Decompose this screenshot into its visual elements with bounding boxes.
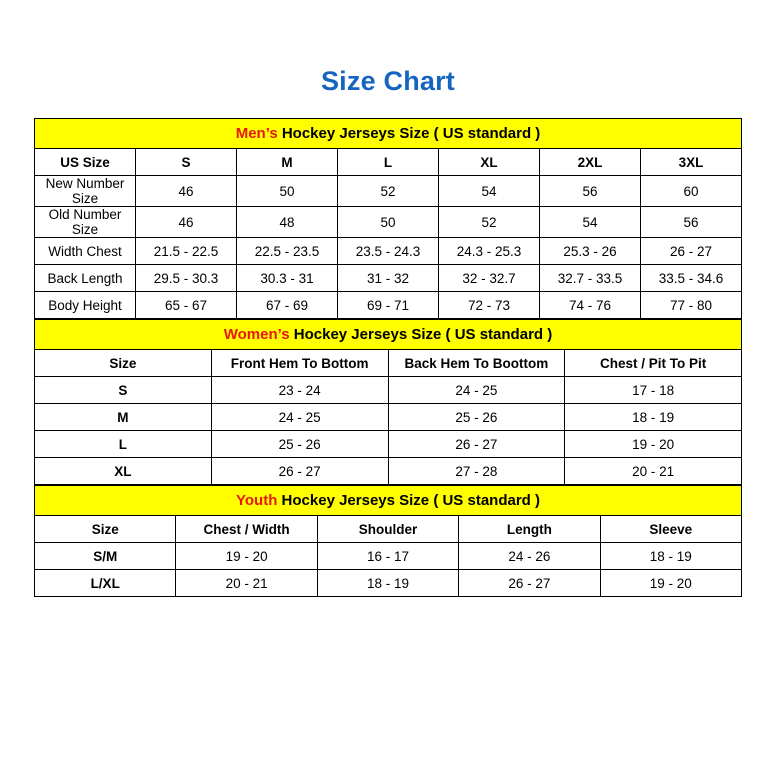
womens-col-2: Back Hem To Boottom (388, 350, 565, 377)
mens-r3-c5: 32.7 - 33.5 (540, 265, 641, 292)
womens-r3-c1: 26 - 27 (211, 458, 388, 485)
mens-r1-c1: 46 (136, 207, 237, 238)
youth-r0-c4: 18 - 19 (600, 543, 741, 570)
mens-r4-c1: 65 - 67 (136, 292, 237, 319)
mens-col-5: 2XL (540, 149, 641, 176)
youth-r0-c1: 19 - 20 (176, 543, 317, 570)
youth-r0-c2: 16 - 17 (317, 543, 458, 570)
mens-r3-c4: 32 - 32.7 (439, 265, 540, 292)
mens-r4-c0: Body Height (35, 292, 136, 319)
table-row (35, 458, 742, 485)
table-row (35, 207, 742, 238)
womens-r0-c2: 24 - 25 (388, 377, 565, 404)
page-title: Size Chart (320, 66, 456, 96)
womens-r0-c1: 23 - 24 (211, 377, 388, 404)
table-banner-row (35, 119, 742, 149)
mens-r2-c6: 26 - 27 (641, 238, 742, 265)
table-row (35, 292, 742, 319)
womens-r1-c1: 24 - 25 (211, 404, 388, 431)
mens-r4-c4: 72 - 73 (439, 292, 540, 319)
mens-banner (35, 119, 742, 149)
youth-col-0: Size (35, 516, 176, 543)
mens-r3-c2: 30.3 - 31 (237, 265, 338, 292)
youth-col-2: Shoulder (317, 516, 458, 543)
womens-col-3: Chest / Pit To Pit (565, 350, 742, 377)
youth-col-3: Length (459, 516, 600, 543)
table-row (35, 265, 742, 292)
womens-banner-accent: Women’s (223, 326, 290, 343)
mens-r3-c1: 29.5 - 30.3 (136, 265, 237, 292)
mens-banner-accent: Men’s (235, 125, 278, 142)
size-tables-container (34, 118, 742, 597)
mens-r4-c6: 77 - 80 (641, 292, 742, 319)
mens-r0-c1: 46 (136, 176, 237, 207)
womens-r2-c0: L (35, 431, 212, 458)
womens-r3-c0: XL (35, 458, 212, 485)
mens-col-3: L (338, 149, 439, 176)
table-row (35, 570, 742, 597)
youth-r1-c3: 26 - 27 (459, 570, 600, 597)
mens-col-6: 3XL (641, 149, 742, 176)
table-row (35, 238, 742, 265)
mens-r2-c0: Width Chest (35, 238, 136, 265)
youth-r1-c0: L/XL (35, 570, 176, 597)
mens-r0-c3: 52 (338, 176, 439, 207)
mens-r1-c2: 48 (237, 207, 338, 238)
womens-col-1: Front Hem To Bottom (211, 350, 388, 377)
table-row (35, 431, 742, 458)
womens-r2-c1: 25 - 26 (211, 431, 388, 458)
womens-banner-rest: Hockey Jerseys Size ( US standard ) (289, 326, 553, 343)
mens-r3-c3: 31 - 32 (338, 265, 439, 292)
table-row (35, 543, 742, 570)
mens-r3-c0: Back Length (35, 265, 136, 292)
table-header-row (35, 350, 742, 377)
mens-col-4: XL (439, 149, 540, 176)
womens-r3-c3: 20 - 21 (565, 458, 742, 485)
mens-r1-c6: 56 (641, 207, 742, 238)
womens-r2-c3: 19 - 20 (565, 431, 742, 458)
mens-r2-c2: 22.5 - 23.5 (237, 238, 338, 265)
table-row (35, 176, 742, 207)
mens-col-0: US Size (35, 149, 136, 176)
womens-col-0: Size (35, 350, 212, 377)
womens-r2-c2: 26 - 27 (388, 431, 565, 458)
table-header-row (35, 149, 742, 176)
mens-banner-rest: Hockey Jerseys Size ( US standard ) (277, 125, 541, 142)
mens-col-2: M (237, 149, 338, 176)
youth-r0-c0: S/M (35, 543, 176, 570)
youth-size-table (34, 485, 742, 597)
womens-r0-c0: S (35, 377, 212, 404)
mens-size-table (34, 118, 742, 319)
mens-col-1: S (136, 149, 237, 176)
mens-r4-c5: 74 - 76 (540, 292, 641, 319)
mens-r1-c4: 52 (439, 207, 540, 238)
mens-r3-c6: 33.5 - 34.6 (641, 265, 742, 292)
mens-r0-c0: New Number Size (35, 176, 136, 207)
youth-col-4: Sleeve (600, 516, 741, 543)
womens-r1-c0: M (35, 404, 212, 431)
youth-banner (35, 486, 742, 516)
table-banner-row (35, 320, 742, 350)
mens-r0-c6: 60 (641, 176, 742, 207)
mens-r1-c5: 54 (540, 207, 641, 238)
youth-r0-c3: 24 - 26 (459, 543, 600, 570)
table-header-row (35, 516, 742, 543)
womens-banner (35, 320, 742, 350)
youth-banner-accent: Youth (236, 492, 278, 509)
size-chart-page (0, 66, 776, 758)
youth-col-1: Chest / Width (176, 516, 317, 543)
table-row (35, 377, 742, 404)
mens-r2-c4: 24.3 - 25.3 (439, 238, 540, 265)
mens-r2-c5: 25.3 - 26 (540, 238, 641, 265)
mens-r0-c5: 56 (540, 176, 641, 207)
mens-r1-c3: 50 (338, 207, 439, 238)
womens-r3-c2: 27 - 28 (388, 458, 565, 485)
table-banner-row (35, 486, 742, 516)
youth-r1-c1: 20 - 21 (176, 570, 317, 597)
mens-r0-c4: 54 (439, 176, 540, 207)
womens-r1-c2: 25 - 26 (388, 404, 565, 431)
youth-r1-c4: 19 - 20 (600, 570, 741, 597)
youth-banner-rest: Hockey Jerseys Size ( US standard ) (277, 492, 540, 509)
mens-r4-c3: 69 - 71 (338, 292, 439, 319)
womens-r0-c3: 17 - 18 (565, 377, 742, 404)
mens-r1-c0: Old Number Size (35, 207, 136, 238)
womens-size-table (34, 319, 742, 485)
mens-r4-c2: 67 - 69 (237, 292, 338, 319)
mens-r2-c3: 23.5 - 24.3 (338, 238, 439, 265)
womens-r1-c3: 18 - 19 (565, 404, 742, 431)
mens-r2-c1: 21.5 - 22.5 (136, 238, 237, 265)
youth-r1-c2: 18 - 19 (317, 570, 458, 597)
mens-r0-c2: 50 (237, 176, 338, 207)
table-row (35, 404, 742, 431)
